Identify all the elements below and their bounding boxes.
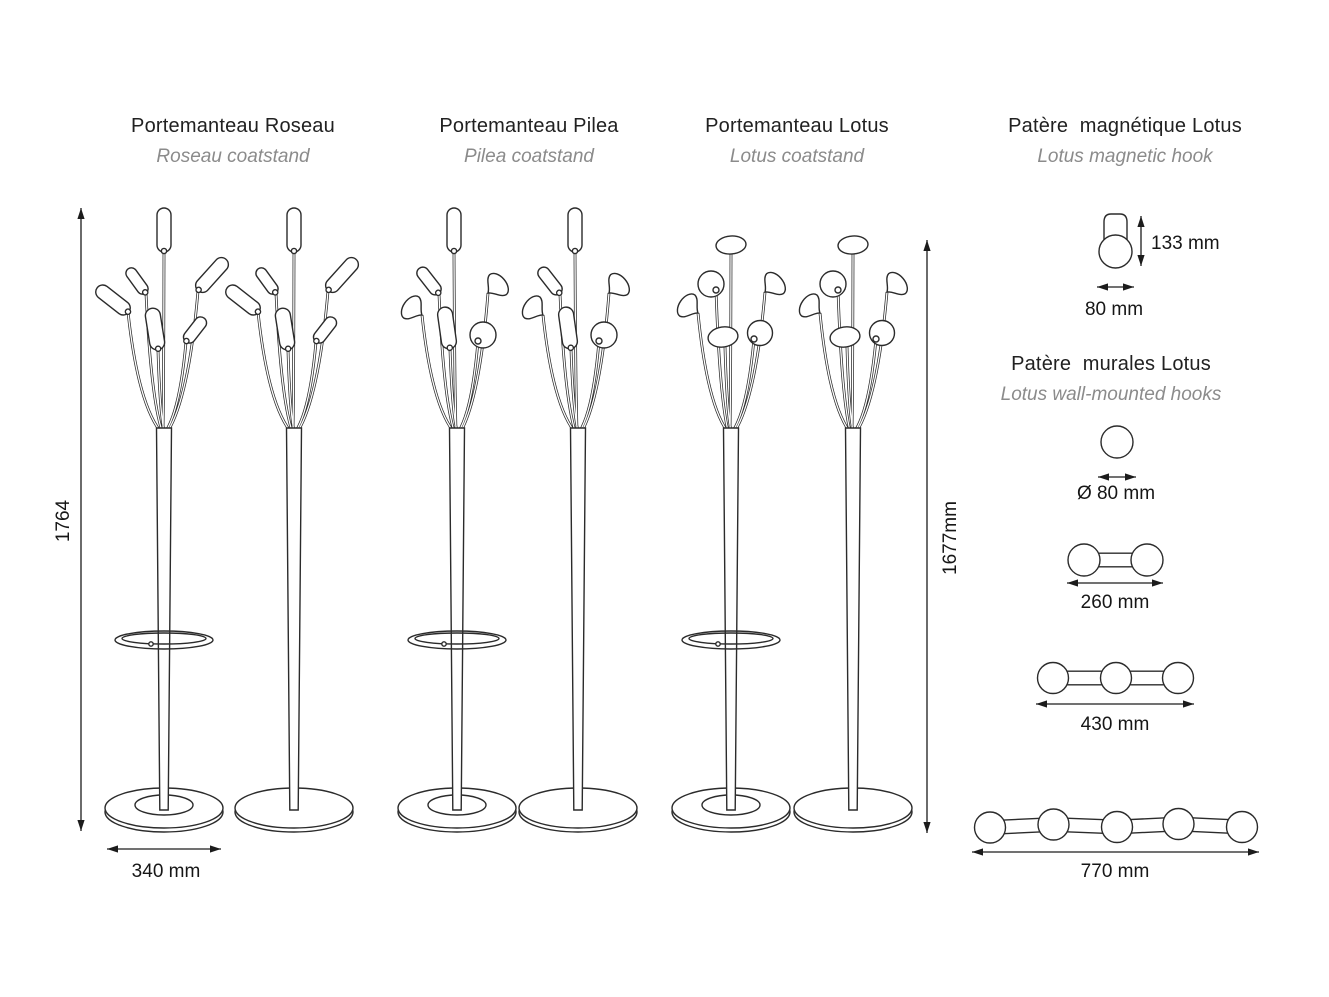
magnetic-hook-width-dimension-line [1097,283,1134,290]
wall-hook-diameter-dimension-line [1098,473,1136,480]
wall-hook-diameter-label: Ø 80 mm [1076,483,1156,504]
magnetic-hook-height-dimension-line [1137,216,1144,266]
wall-hook-quintuple-icon [975,809,1258,844]
pilea-title-fr: Portemanteau Pilea [439,115,619,137]
wall-hook-2-width-label: 260 mm [1080,592,1150,613]
wall-hook-5-width-label: 770 mm [1080,861,1150,882]
lotus-coatstand-plain-drawing [794,235,912,832]
base-340-dimension-line [107,845,221,852]
roseau-title-fr: Portemanteau Roseau [131,115,335,137]
wall-hook-3-width-label: 430 mm [1080,714,1150,735]
lotus-height-label: 1677mm [940,501,962,575]
roseau-title-en: Roseau coatstand [156,146,310,167]
coatstand-height-label: 1764 [53,499,75,543]
magnetic-hook-title-fr: Patère magnétique Lotus [1008,115,1242,137]
roseau-coatstand-plain-drawing [223,208,361,832]
wall-hook-triple-icon [1038,663,1194,694]
lotus-title-fr: Portemanteau Lotus [705,115,889,137]
height-1764-dimension-line [77,208,84,831]
wall-hook-3-dimension-line [1036,700,1194,707]
magnetic-hook-title-en: Lotus magnetic hook [1037,146,1213,167]
pilea-coatstand-plain-drawing [518,208,637,832]
wall-hook-2-dimension-line [1067,579,1163,586]
wall-hook-5-dimension-line [972,848,1259,855]
roseau-coatstand-with-umbrella-ring-drawing [93,208,231,832]
wall-hooks-title-en: Lotus wall-mounted hooks [1000,384,1222,405]
magnetic-hook-height-label: 133 mm [1151,233,1220,254]
lotus-coatstand-with-umbrella-ring-drawing [672,235,790,832]
pilea-title-en: Pilea coatstand [464,146,594,167]
magnetic-hook-side-view-icon [1099,214,1132,268]
base-diameter-label: 340 mm [131,861,201,882]
height-1677-dimension-line [923,240,930,833]
pilea-coatstand-with-umbrella-ring-drawing [397,208,516,832]
magnetic-hook-width-label: 80 mm [1084,299,1144,320]
wall-hooks-title-fr: Patère murales Lotus [1011,353,1211,375]
wall-hook-double-icon [1068,544,1163,576]
wall-hook-single-icon [1101,426,1133,458]
lotus-title-en: Lotus coatstand [729,146,865,167]
